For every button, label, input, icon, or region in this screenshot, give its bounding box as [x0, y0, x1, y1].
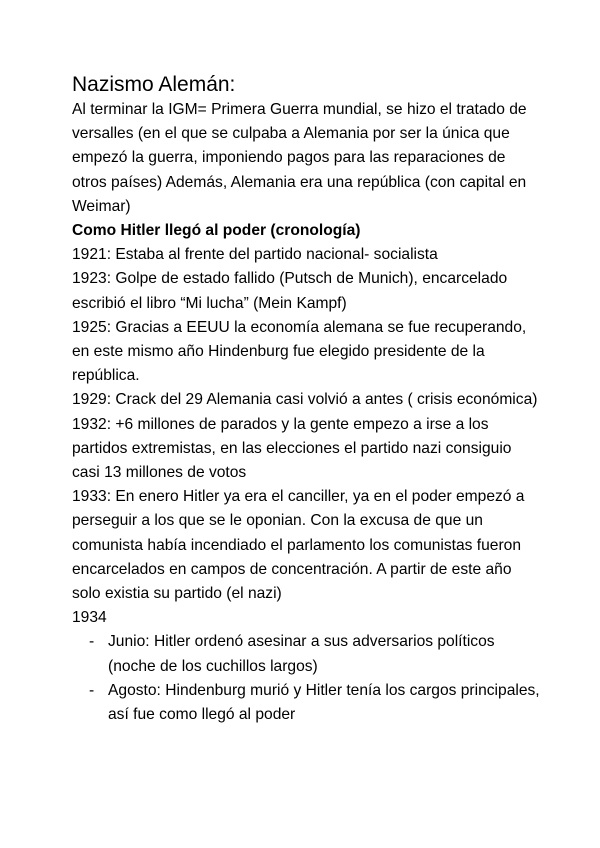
timeline-entry-1929: 1929: Crack del 29 Alemania casi volvió a antes ( crisis económica) [72, 391, 538, 409]
intro-paragraph: Al terminar la IGM= Primera Guerra mundial, se hizo el tratado de versalles (en el que se culpaba a Alemania por ser la única que empezó la guerra, imponiendo pagos para las reparaciones de otros países) Además, Alemania era una república (con capital en Weimar) [72, 101, 527, 215]
dash-bullet: - [89, 633, 95, 651]
timeline-entry-1923: 1923: Golpe de estado fallido (Putsch de Munich), encarcelado escribió el libro “Mi lucha” (Mein Kampf) [72, 270, 508, 312]
section-heading: Como Hitler llegó al poder (cronología) [72, 222, 361, 240]
list-item-junio [72, 630, 542, 678]
timeline-entry-1925: 1925: Gracias a EEUU la economía alemana se fue recuperando, en este mismo año Hindenburg fue elegido presidente de la república. [72, 318, 527, 385]
list-item-text: Junio: Hitler ordenó asesinar a sus adversarios políticos (noche de los cuchillos largos) [108, 633, 495, 675]
timeline-entry-1934: 1934 [72, 609, 107, 627]
dash-bullet: - [89, 681, 95, 699]
timeline-entry-1933: 1933: En enero Hitler ya era el canciller, ya en el poder empezó a perseguir a los que se le oponian. Con la excusa de que un comunista había incendiado el parlamento los comunistas fueron encarcelados en campos de concentración. A partir de este año solo existia su partido (el nazi) [72, 488, 525, 603]
list-item-agosto [72, 679, 542, 727]
list-item-text: Agosto: Hindenburg murió y Hitler tenía los cargos principales, así fue como llegó al poder [108, 681, 540, 724]
events-1934-list [72, 630, 542, 727]
timeline-entry-1932: 1932: +6 millones de parados y la gente empezo a irse a los partidos extremistas, en las elecciones el partido nazi consiguio casi 13 millones de votos [72, 415, 512, 482]
document-title: Nazismo Alemán: [72, 73, 236, 96]
document-page [72, 72, 542, 727]
timeline-entry-1921: 1921: Estaba al frente del partido nacional- socialista [72, 246, 438, 264]
